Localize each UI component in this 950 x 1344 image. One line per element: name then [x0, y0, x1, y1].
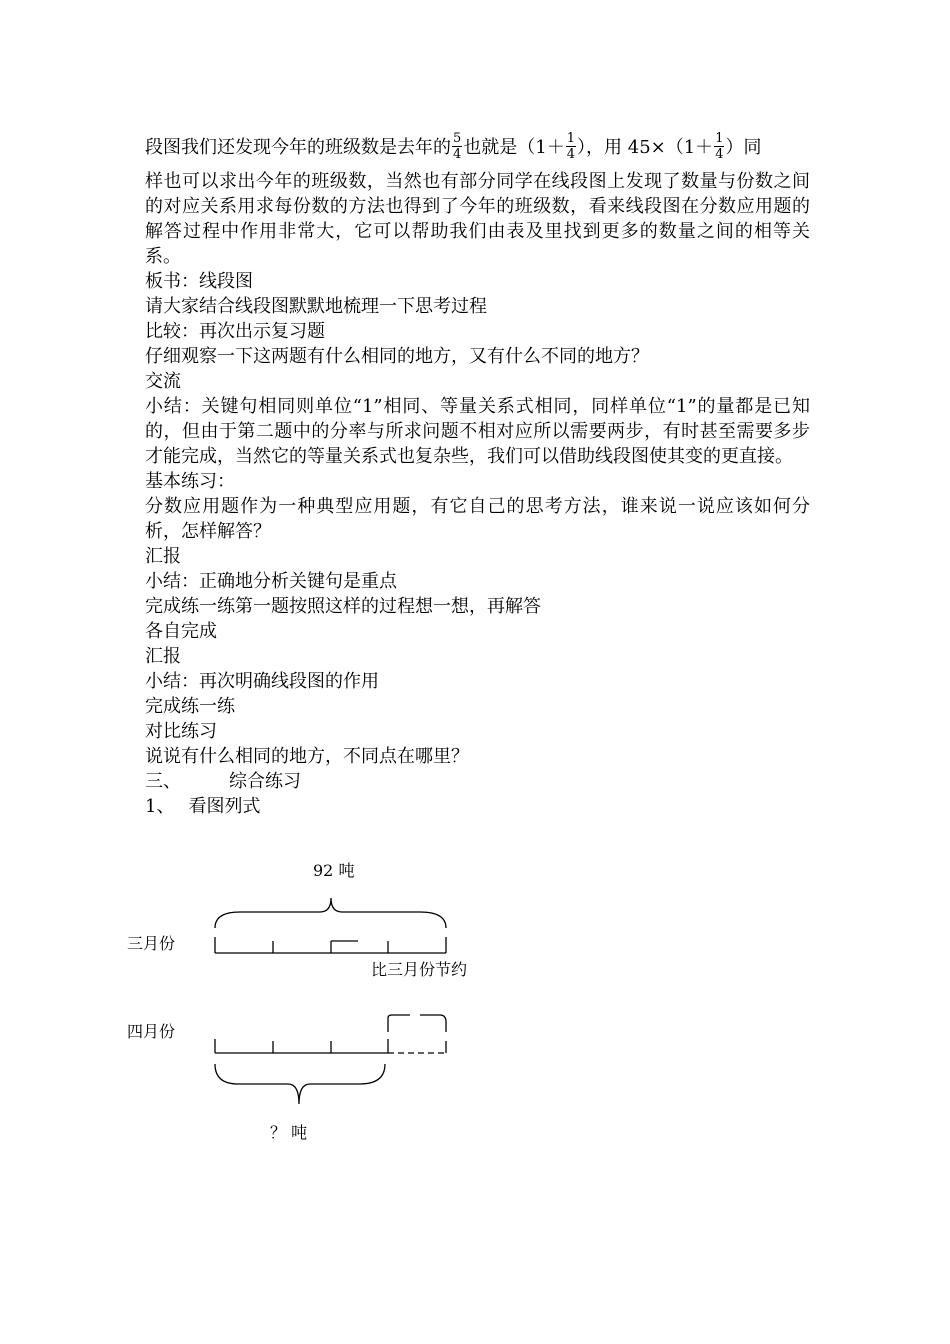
text-line: 仔细观察一下这两题有什么相同的地方，又有什么不同的地方？	[145, 346, 649, 367]
text-line: 请大家结合线段图默默地梳理一下思考过程	[145, 296, 487, 317]
bottom-brace	[215, 1064, 385, 1104]
text-line: 完成练一练第一题按照这样的过程想一想，再解答	[145, 596, 541, 617]
fraction-one-fourth: $\frac{1}{4}$	[715, 130, 724, 162]
section-number: 三、	[145, 771, 181, 792]
document-body	[145, 127, 810, 819]
text-line: 说说有什么相同的地方，不同点在哪里？	[145, 746, 469, 767]
text-line: 完成练一练	[145, 696, 235, 717]
text-line: 小结：正确地分析关键句是重点	[145, 571, 397, 592]
text-segment: ），用 45×（1＋	[577, 137, 714, 158]
saved-bracket-left	[388, 1015, 410, 1032]
text-segment: 段图我们还发现今年的班级数是去年的	[145, 137, 451, 158]
total-weight-label: 92 吨	[313, 861, 355, 880]
unknown-weight-label: ？ 吨	[270, 1123, 308, 1142]
april-label: 四月份	[127, 1022, 176, 1041]
paragraph: 样也可以求出今年的班级数，当然也有部分同学在线段图上发现了数量与份数之间的对应关系用求每份数的方法也得到了今年的班级数，看来线段图在分数应用题的解答过程中作用非常大，它可以帮助我们由表及里找到更多的数量之间的相等关系。	[145, 171, 810, 267]
text-line: 比较：再次出示复习题	[145, 321, 325, 342]
item-title: 看图列式	[188, 796, 261, 817]
march-label: 三月份	[127, 934, 176, 953]
text-segment: ）同	[725, 137, 762, 158]
top-brace	[215, 898, 446, 928]
item-heading	[145, 794, 810, 819]
section-heading	[145, 769, 810, 794]
paragraph: 分数应用题作为一种典型应用题，有它自己的思考方法，谁来说一说应该如何分析，怎样解答？	[145, 496, 810, 542]
text-line: 各自完成	[145, 621, 217, 642]
text-line: 板书：线段图	[145, 271, 253, 292]
text-line: 汇报	[145, 546, 181, 567]
text-segment: 也就是（1＋	[463, 137, 565, 158]
text-line: 小结：再次明确线段图的作用	[145, 671, 379, 692]
fraction-one-fourth: $\frac{1}{4}$	[566, 130, 576, 162]
summary-paragraph: 小结：关键句相同则单位“1”相同、等量关系式相同，同样单位“1”的量都是已知的，但由于第二题中的分率与所求问题不相对应所以需要两步，有时甚至需要多步才能完成，当然它的等量关系式也复杂些，我们可以借助线段图使其变的更直接。	[145, 396, 810, 467]
paragraph-line-with-fractions	[145, 127, 810, 169]
text-line: 交流	[145, 371, 181, 392]
item-number: 1、	[145, 796, 175, 817]
text-line: 对比练习	[145, 721, 217, 742]
saved-label: 比三月份节约	[371, 960, 468, 979]
fraction-five-fourths: $\frac{5}{4}$	[453, 130, 462, 162]
section-title: 综合练习	[229, 771, 301, 792]
saved-bracket-right	[420, 1015, 446, 1032]
text-line: 汇报	[145, 646, 181, 667]
text-line: 基本练习：	[145, 471, 235, 492]
